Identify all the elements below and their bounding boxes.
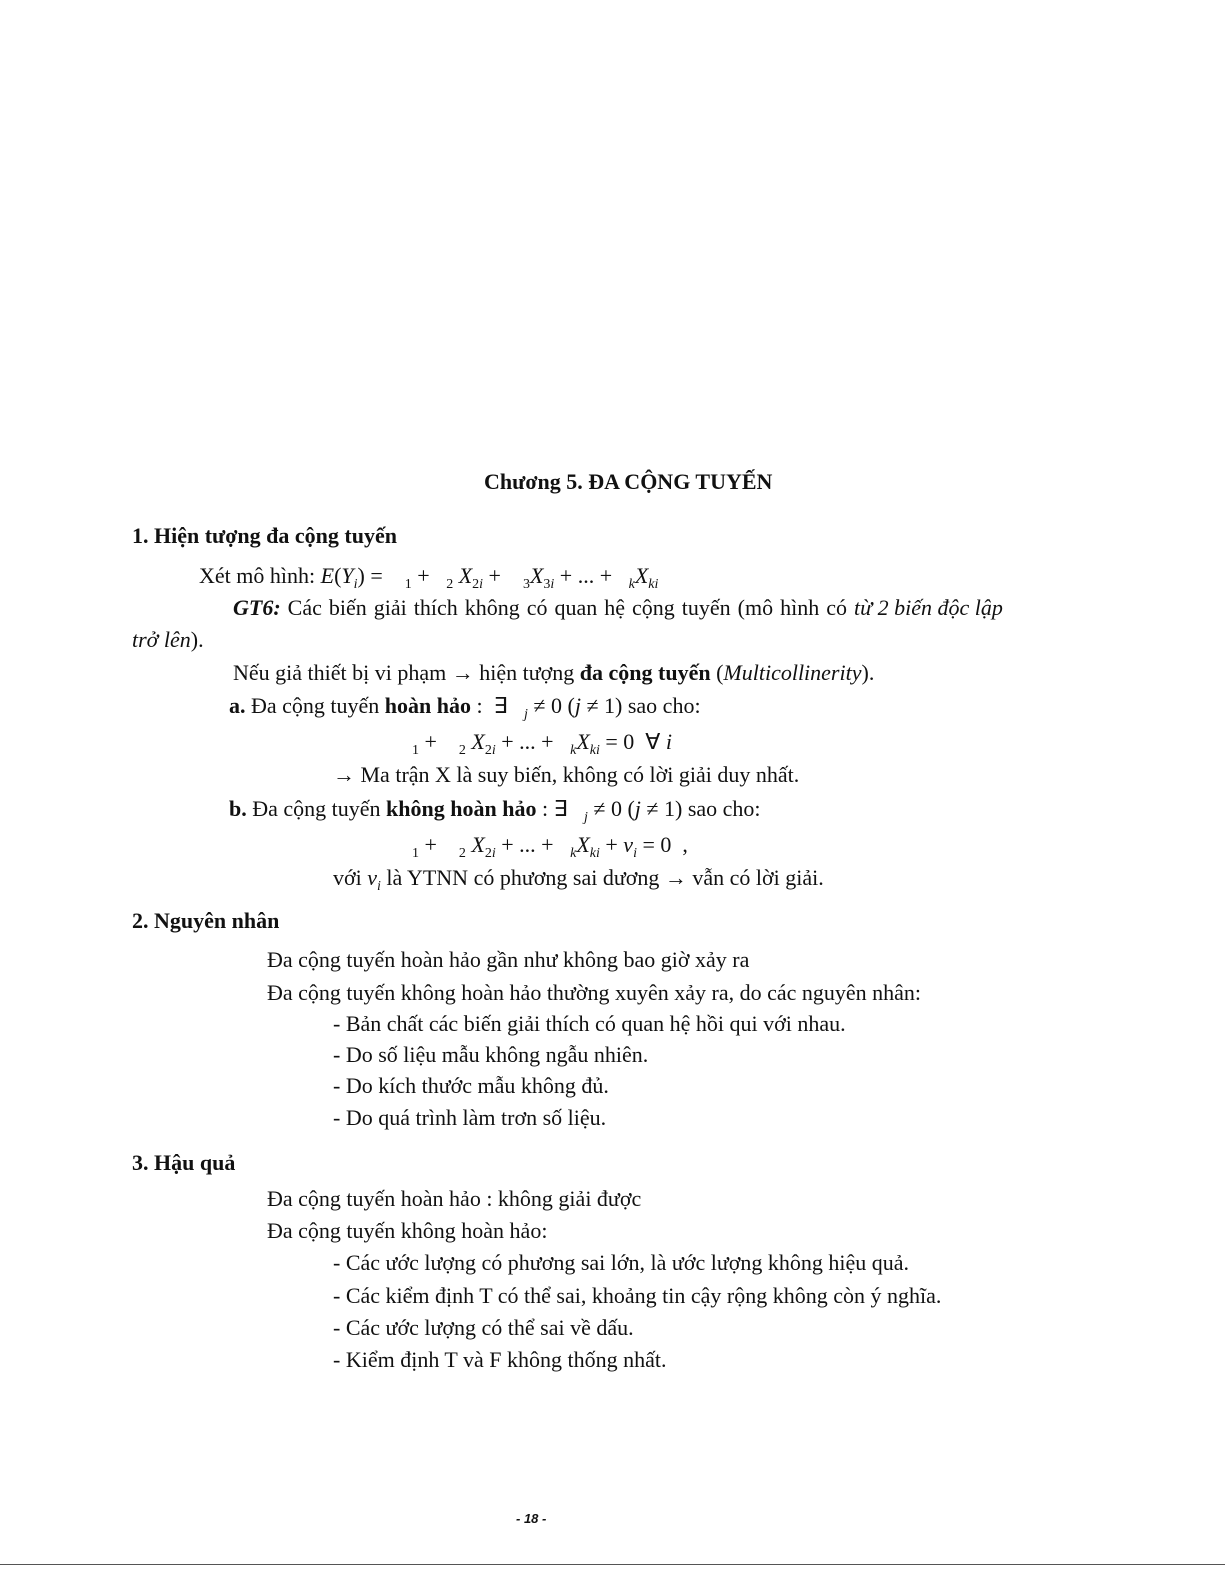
model-prefix: Xét mô hình: (199, 563, 321, 588)
item-b-text: Đa cộng tuyến (246, 796, 387, 821)
s2-line-2: Đa cộng tuyến không hoàn hảo thường xuyên xảy ra, do các nguyên nhân: (267, 980, 922, 1005)
section-heading-1: 1. Hiện tượng đa cộng tuyến (132, 523, 397, 548)
model-equation: Xét mô hình: $E(Y_i)$ = $_1$ + $_2$ $X_{2i}$ + $_3X_{3i}$ + ... + $_kX_{ki}$ (199, 563, 659, 592)
item-b-result: với $v_i$ là YTNN có phương sai dương → vẫn có lời giải. (333, 865, 824, 894)
s3-bullet-1: - Các ước lượng có phương sai lớn, là ước lượng không hiệu quả. (333, 1250, 910, 1275)
s3-line-2: Đa cộng tuyến không hoàn hảo: (267, 1218, 548, 1243)
bottom-rule (0, 1564, 1225, 1565)
violation-italic: Multicollinerity (723, 660, 862, 685)
item-b-bold: không hoàn hảo (386, 796, 537, 821)
gt6-continuation: trở lên). (132, 627, 204, 652)
section-heading-2: 2. Nguyên nhân (132, 908, 280, 933)
violation-bold: đa cộng tuyến (579, 660, 711, 685)
s3-line-1: Đa cộng tuyến hoàn hảo : không giải được (267, 1186, 642, 1211)
page-title: Chương 5. ĐA CỘNG TUYẾN (484, 469, 773, 494)
item-a-label: a. (229, 693, 246, 718)
s2-bullet-4: - Do quá trình làm trơn số liệu. (333, 1105, 607, 1130)
page-number: - 18 - (516, 1511, 547, 1526)
s2-bullet-1: - Bản chất các biến giải thích có quan hệ hồi qui với nhau. (333, 1011, 846, 1036)
gt6-line (233, 595, 1003, 621)
section-heading-3: 3. Hậu quả (132, 1150, 236, 1175)
item-b-result-pre: với (333, 865, 368, 890)
item-b-label: b. (229, 796, 247, 821)
s2-bullet-3: - Do kích thước mẫu không đủ. (333, 1073, 609, 1098)
s2-line-1: Đa cộng tuyến hoàn hảo gần như không bao giờ xảy ra (267, 947, 750, 972)
s2-bullet-2: - Do số liệu mẫu không ngẫu nhiên. (333, 1042, 649, 1067)
item-a-text: Đa cộng tuyến (245, 693, 385, 718)
item-a-cond: sao cho: (622, 693, 701, 718)
s3-bullet-2: - Các kiểm định T có thể sai, khoảng tin cậy rộng không còn ý nghĩa. (333, 1283, 942, 1308)
item-a-result: → Ma trận X là suy biến, không có lời giải duy nhất. (333, 762, 800, 787)
gt6-italic: từ 2 biến độc lập (853, 595, 1003, 620)
s3-bullet-3: - Các ước lượng có thể sai về dấu. (333, 1315, 634, 1340)
violation-text: Nếu giả thiết bị vi phạm → hiện tượng (233, 660, 580, 685)
item-b-result-post: là YTNN có phương sai dương → vẫn có lời giải. (380, 865, 824, 890)
s3-bullet-4: - Kiểm định T và F không thống nhất. (333, 1347, 667, 1372)
item-b-equation: $_1$ + $_2$ $X_{2i}$ + ... + $_kX_{ki} + v_i = 0$ , (412, 832, 688, 861)
violation-line: Nếu giả thiết bị vi phạm → hiện tượng đa cộng tuyến (Multicollinerity). (233, 660, 875, 685)
item-a: a. Đa cộng tuyến hoàn hảo : ∃ $_j$ ≠ 0 (j ≠ 1) sao cho: (229, 693, 701, 722)
item-b: b. Đa cộng tuyến không hoàn hảo : ∃ $_j$ ≠ 0 (j ≠ 1) sao cho: (229, 796, 761, 825)
gt6-label: GT6: (233, 595, 281, 620)
item-b-cond: sao cho: (682, 796, 761, 821)
item-a-bold: hoàn hảo (384, 693, 472, 718)
gt6-cont: trở lên (132, 627, 191, 652)
item-a-equation: $_1$ + $_2$ $X_{2i}$ + ... + $_kX_{ki} = 0$ ∀ i (412, 729, 672, 758)
gt6-text: Các biến giải thích không có quan hệ cộng tuyến (mô hình có (280, 595, 854, 620)
